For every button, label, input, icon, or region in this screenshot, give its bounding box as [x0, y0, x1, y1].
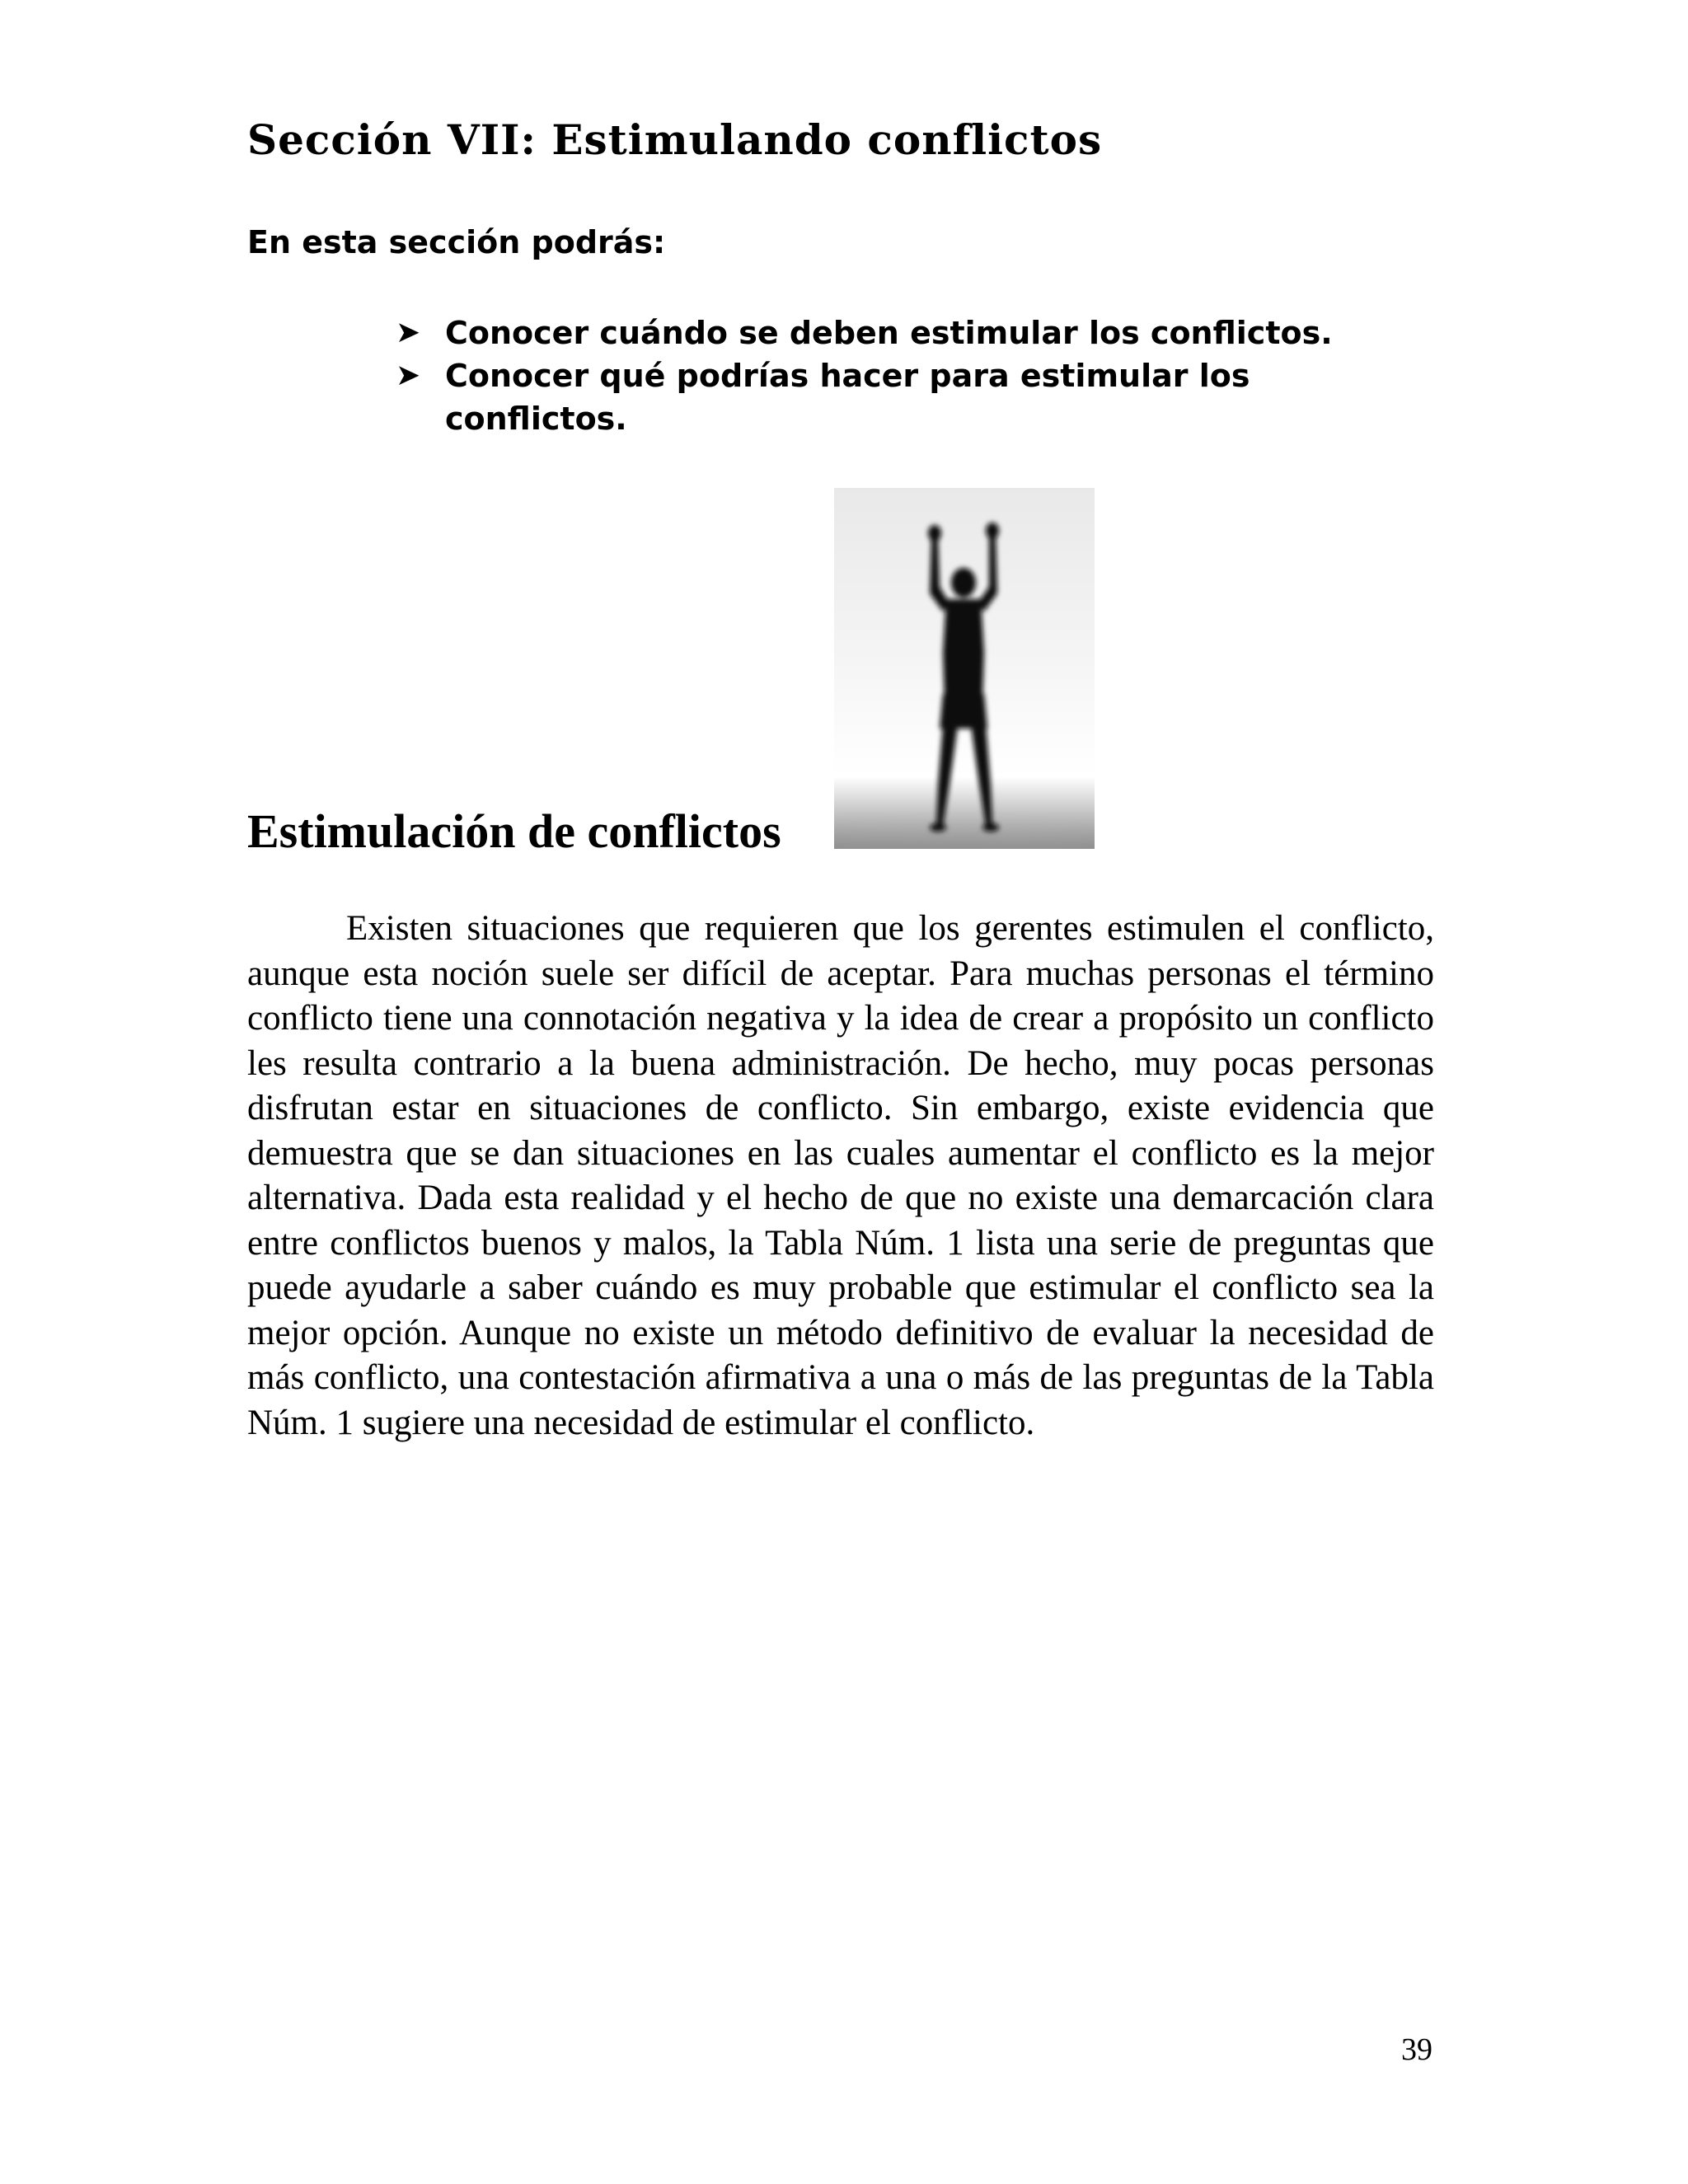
section-title: Sección VII: Estimulando conflictos: [247, 115, 1103, 164]
article-paragraph: Existen situaciones que requieren que los gerentes estimulen el conflicto, aunque esta noción suele ser difícil de aceptar. Para muchas personas el término conflicto tiene una connotación negativa y la idea de crear a propósito un conflicto les resulta contrario a la buena administración. De hecho, muy pocas personas disfrutan estar en situaciones de conflicto. Sin embargo, existe evidencia que demuestra que se dan situaciones en las cuales aumentar el conflicto es la mejor alternativa. Dada esta realidad y el hecho de que no existe una demarcación clara entre conflictos buenos y malos, la Tabla Núm. 1 lista una serie de preguntas que puede ayudarle a saber cuándo es muy probable que estimular el conflicto sea la mejor opción. Aunque no existe un método definitivo de evaluar la necesidad de más conflicto, una contestación afirmativa a una o más de las preguntas de la Tabla Núm. 1 sugiere una necesidad de estimular el conflicto.: [247, 909, 1434, 1442]
article-heading: Estimulación de conflictos: [247, 804, 781, 858]
arrowhead-bullet-icon: ➤: [396, 359, 421, 392]
objective-text: Conocer qué podrías hacer para estimular los conflictos.: [445, 358, 1250, 437]
section-intro: En esta sección podrás:: [247, 224, 666, 260]
list-item: [396, 354, 1426, 440]
objective-text: Conocer cuándo se deben estimular los conflictos.: [445, 315, 1333, 351]
silhouette-photo: [834, 488, 1095, 849]
arrowhead-bullet-icon: ➤: [396, 316, 421, 349]
list-item: [396, 312, 1426, 354]
page-number: 39: [1401, 2032, 1432, 2067]
objectives-list: [396, 312, 1426, 440]
